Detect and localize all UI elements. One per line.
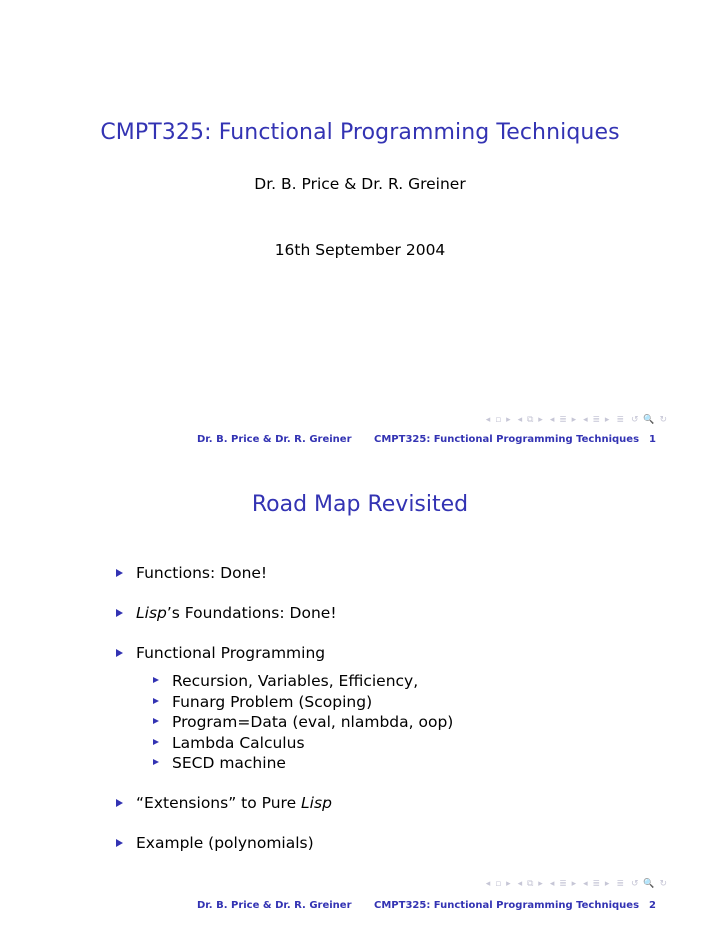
presentation-author: Dr. B. Price & Dr. R. Greiner <box>254 175 466 193</box>
triangle-bullet-icon <box>116 799 123 807</box>
nav-section-icon[interactable]: ◂ ≣ ▸ <box>549 415 578 425</box>
list-item: Functions: Done! <box>116 563 676 603</box>
triangle-bullet-icon <box>153 698 159 704</box>
presentation-date: 16th September 2004 <box>274 241 446 259</box>
bullet-list <box>116 563 676 873</box>
presentation-title: CMPT325: Functional Programming Techniques <box>100 120 620 145</box>
list-item: Functional Programming Recursion, Variables, Efficiency, Funarg Problem (Scoping) Program=Data (eval, nlambda, oop) Lambda Calculus SECD machine <box>116 643 676 793</box>
navigation-bar <box>486 415 668 425</box>
nav-presentation-icon[interactable]: ◂ ≣ ▸ <box>583 415 611 425</box>
triangle-bullet-icon <box>153 759 159 765</box>
nav-align-icon[interactable]: ≣ <box>616 415 625 425</box>
list-item: Lisp’s Foundations: Done! <box>116 603 676 643</box>
list-item: Example (polynomials) <box>116 833 676 873</box>
footer-page-number: 2 <box>649 900 656 911</box>
frame-title: Road Map Revisited <box>251 492 469 517</box>
nav-align-icon[interactable]: ≣ <box>616 879 625 889</box>
footer-author: Dr. B. Price & Dr. R. Greiner <box>197 900 352 911</box>
triangle-bullet-icon <box>153 739 159 745</box>
nav-section-icon[interactable]: ◂ ≣ ▸ <box>549 879 578 889</box>
footer-author: Dr. B. Price & Dr. R. Greiner <box>197 434 352 445</box>
navigation-bar <box>486 879 668 889</box>
triangle-bullet-icon <box>116 649 123 657</box>
triangle-bullet-icon <box>116 569 123 577</box>
triangle-bullet-icon <box>153 677 159 683</box>
nav-presentation-icon[interactable]: ◂ ≣ ▸ <box>583 879 611 889</box>
slide-2 <box>0 466 720 932</box>
triangle-bullet-icon <box>153 718 159 724</box>
triangle-bullet-icon <box>116 609 123 617</box>
footer-title: CMPT325: Functional Programming Techniques <box>374 900 640 911</box>
triangle-bullet-icon <box>116 839 123 847</box>
footer-page-number: 1 <box>649 434 656 445</box>
nav-frame-icon[interactable]: ◂ ▫ ▸ <box>485 415 512 425</box>
nav-subsection-icon[interactable]: ◂ ⧉ ▸ <box>517 879 544 889</box>
nav-frame-icon[interactable]: ◂ ▫ ▸ <box>485 879 512 889</box>
nav-search-icon[interactable]: ↺ 🔍 ↻ <box>630 415 668 425</box>
nav-search-icon[interactable]: ↺ 🔍 ↻ <box>630 879 668 889</box>
list-item: “Extensions” to Pure Lisp <box>116 793 676 833</box>
footer-title: CMPT325: Functional Programming Techniques <box>374 434 640 445</box>
nav-subsection-icon[interactable]: ◂ ⧉ ▸ <box>517 415 544 425</box>
